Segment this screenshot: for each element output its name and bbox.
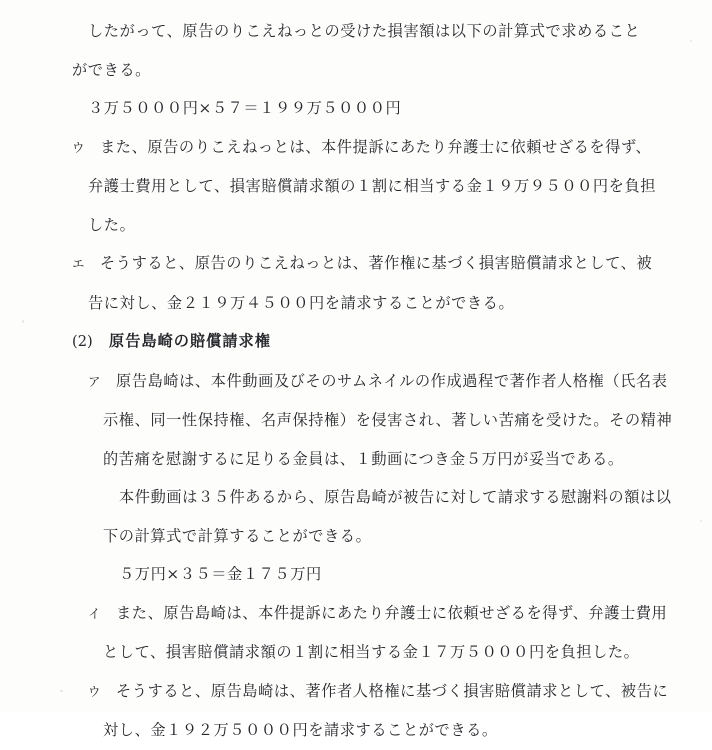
document-body (72, 12, 672, 750)
text-line (88, 167, 672, 206)
line-text: したがって、原告のりこえねっとの受けた損害額は以下の計算式で求めること (88, 22, 641, 40)
list-marker: ア (88, 373, 101, 389)
scan-speckle (60, 690, 63, 692)
list-item (88, 594, 672, 634)
scan-speckle (690, 40, 692, 42)
line-text: として、損害賠償請求額の１割に相当する金１７万５０００円を負担した。 (103, 643, 640, 661)
text-line (103, 440, 672, 479)
list-item (72, 244, 672, 284)
scan-speckle (22, 320, 24, 323)
formula-line (119, 555, 672, 594)
list-marker: ウ (88, 683, 101, 699)
list-marker: イ (88, 605, 101, 621)
line-text: 告に対し、金２１９万４５００円を請求することができる。 (88, 293, 515, 312)
line-text: 弁護士費用として、損害賠償請求額の１割に相当する金１９万９５００円を負担 (88, 177, 657, 195)
text-line (103, 633, 672, 672)
line-text: そうすると、原告のりこえねっとは、著作権に基づく損害賠償請求として、被 (100, 254, 653, 272)
text-line (119, 478, 672, 517)
text-line (88, 12, 672, 51)
line-text: 的苦痛を慰謝するに足りる金員は、１動画につき金５万円が妥当である。 (103, 449, 624, 468)
list-item (88, 672, 672, 712)
formula-line (88, 89, 672, 128)
scan-speckle (700, 520, 702, 522)
line-text: 対し、金１９２万５０００円を請求することができる。 (103, 721, 498, 739)
list-item (72, 128, 672, 168)
line-text: 下の計算式で計算することができる。 (103, 526, 372, 545)
text-line (103, 401, 672, 440)
line-text: 示権、同一性保持権、名声保持権）を侵害され、著しい苦痛を受けた。その精神 (103, 411, 673, 429)
list-marker: ウ (72, 139, 85, 155)
text-line (88, 206, 672, 245)
section-title: 原告島崎の賠償請求権 (109, 332, 271, 350)
line-text: 本件動画は３５件あるから、原告島崎が被告に対して請求する慰謝料の額は以 (119, 488, 672, 506)
text-line (103, 711, 672, 750)
line-text: ができる。 (72, 60, 151, 79)
line-text: ３万５０００円×５７＝１９９万５０００円 (88, 99, 402, 117)
section-heading (72, 322, 672, 362)
text-line (103, 517, 672, 556)
line-text: そうすると、原告島崎は、著作者人格権に基づく損害賠償請求として、被告に (116, 681, 669, 700)
list-item (88, 362, 672, 402)
line-text: 原告島崎は、本件動画及びそのサムネイルの作成過程で著作者人格権（氏名表 (116, 371, 668, 390)
line-text: また、原告島崎は、本件提訴にあたり弁護士に依頼せざるを得ず、弁護士費用 (116, 603, 668, 622)
text-line (72, 51, 672, 90)
text-line (88, 284, 672, 323)
line-text: また、原告のりこえねっとは、本件提訴にあたり弁護士に依頼せざるを得ず、 (100, 137, 652, 156)
line-text: した。 (88, 215, 136, 234)
list-marker: エ (72, 256, 85, 271)
line-text: ５万円×３５＝金１７５万円 (119, 565, 322, 583)
section-number: (2) (72, 333, 93, 350)
